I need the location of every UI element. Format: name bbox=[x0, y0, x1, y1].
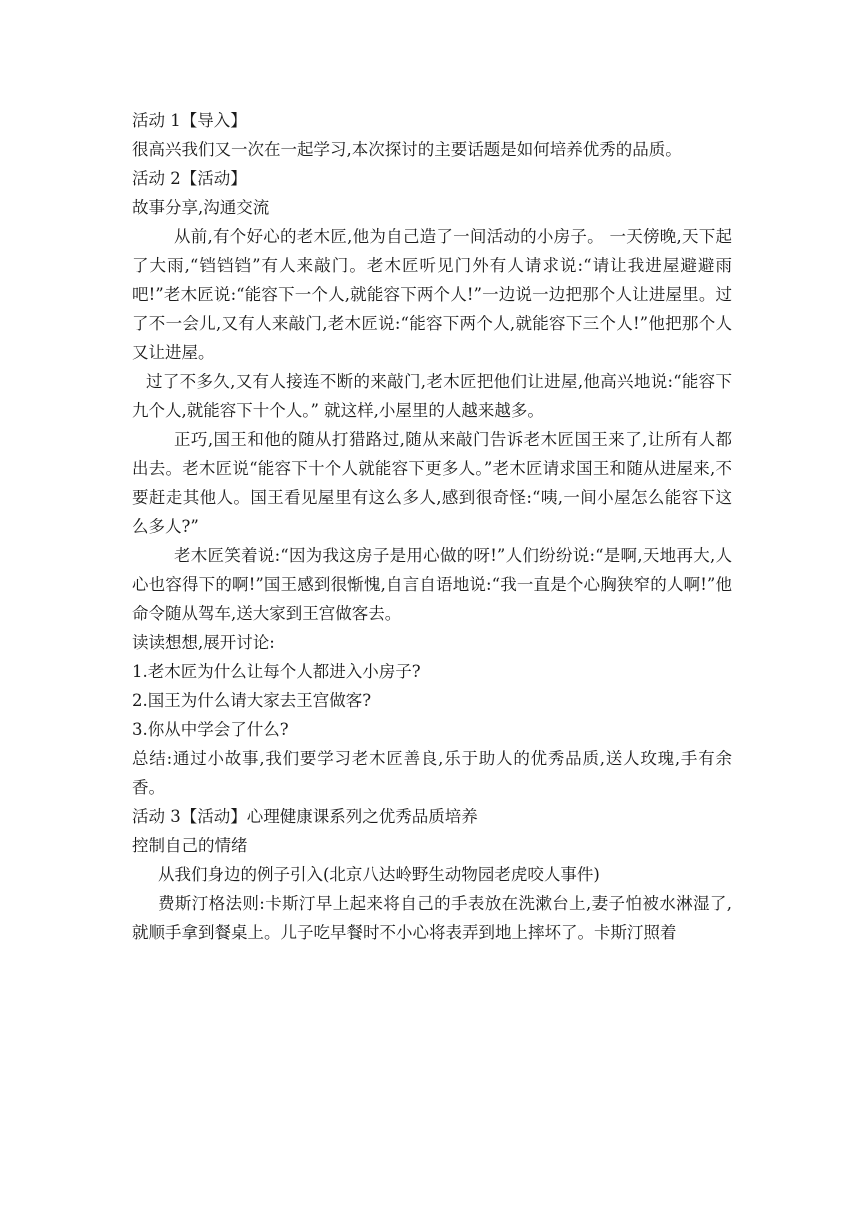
story-paragraph-3: 正巧,国王和他的随从打猎路过,随从来敲门告诉老木匠国王来了,让所有人都出去。老木匠说“能容下十个人就能容下更多人。”老木匠请求国王和随从进屋来,不要赶走其他人。国王看见屋里有这么多人,感到很奇怪:“咦,一间小屋怎么能容下这么多人?” bbox=[132, 430, 732, 536]
question-item: 1.老木匠为什么让每个人都进入小房子? bbox=[132, 662, 421, 681]
activity3-heading: 活动 3【活动】心理健康课系列之优秀品质培养 bbox=[132, 807, 478, 826]
story-paragraph-1: 从前,有个好心的老木匠,他为自己造了一间活动的小房子。 一天傍晚,天下起了大雨,“铛铛铛”有人来敲门。老木匠听见门外有人请求说:“请让我进屋避避雨吧!”老木匠说:“能容下一个人,就能容下两个人!”一边说一边把那个人让进屋里。过了不一会儿,又有人来敲门,老木匠说:“能容下两个人,就能容下三个人!”他把那个人又让进屋。 bbox=[132, 227, 732, 362]
story-paragraph-2: 过了不多久,又有人接连不断的来敲门,老木匠把他们让进屋,他高兴地说:“能容下九个人,就能容下十个人。” 就这样,小屋里的人越来越多。 bbox=[132, 372, 732, 420]
activity2-heading: 活动 2【活动】 bbox=[132, 169, 247, 188]
activity3-paragraph-2: 费斯汀格法则:卡斯汀早上起来将自己的手表放在洗漱台上,妻子怕被水淋湿了,就顺手拿到餐桌上。儿子吃早餐时不小心将表弄到地上摔坏了。卡斯汀照着 bbox=[132, 894, 732, 942]
question-item: 3.你从中学会了什么? bbox=[132, 720, 289, 739]
summary-paragraph: 总结:通过小故事,我们要学习老木匠善良,乐于助人的优秀品质,送人玫瑰,手有余香。 bbox=[132, 749, 732, 797]
document-body bbox=[132, 106, 732, 947]
activity3-paragraph-1: 从我们身边的例子引入(北京八达岭野生动物园老虎咬人事件) bbox=[158, 865, 600, 884]
activity3-subheading: 控制自己的情绪 bbox=[132, 836, 248, 855]
question-item: 2.国王为什么请大家去王宫做客? bbox=[132, 691, 372, 710]
activity1-text: 很高兴我们又一次在一起学习,本次探讨的主要话题是如何培养优秀的品质。 bbox=[132, 140, 682, 159]
story-paragraph-4: 老木匠笑着说:“因为我这房子是用心做的呀!”人们纷纷说:“是啊,天地再大,人心也容得下的啊!”国王感到很惭愧,自言自语地说:“我一直是个心胸狭窄的人啊!”他命令随从驾车,送大家到王宫做客去。 bbox=[132, 546, 732, 623]
activity2-subheading: 故事分享,沟通交流 bbox=[132, 198, 270, 217]
discussion-heading: 读读想想,展开讨论: bbox=[132, 633, 275, 652]
activity1-heading: 活动 1【导入】 bbox=[132, 111, 247, 130]
